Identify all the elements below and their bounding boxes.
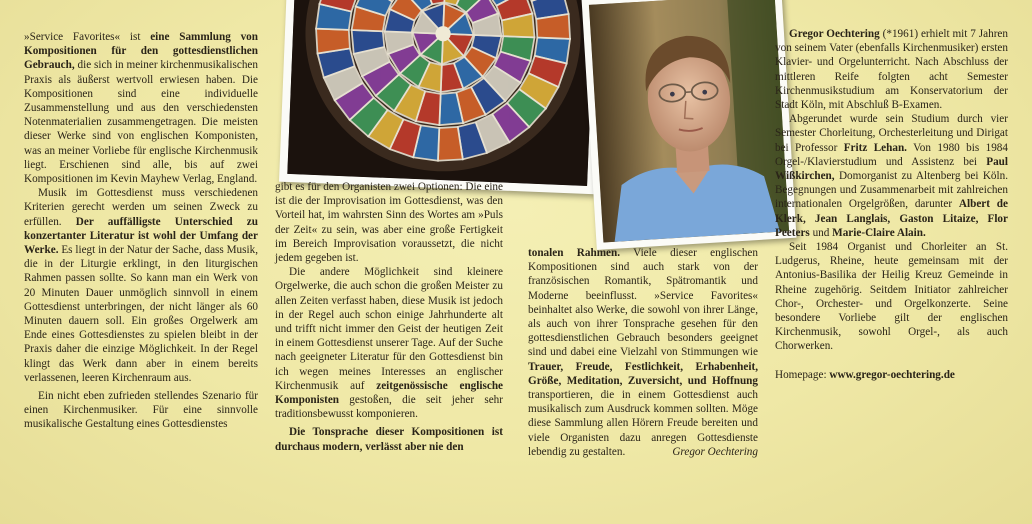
text: gestoßen, die seit jeher sehr traditionsbewusst komponieren. — [275, 394, 503, 421]
portrait-image — [589, 0, 789, 242]
text: die sich in meiner kirchenmusikalischen Praxis als äußerst wertvoll erwiesen haben. Die Kompositionen sind eine individuelle Zusammenstellung und aus den verschiedensten Notenmaterialien zusammengetragen. Die meisten dieser Werke sind von englischen Komponisten, was an meiner Vorliebe für englische Kirchenmusik liegt. Erschienen sind alle, bis auf zwei Kompositionen im Kevin Mayhew Verlag, England. — [24, 59, 258, 186]
text: Abgerundet wurde sein Studium durch vier Semester Chorleitung, Orchesterleitung und Dirigat bei Professor — [775, 113, 1008, 154]
col1-paragraph-3: Ein nicht eben zufrieden stellendes Szenario für einen Kirchenmusiker. Für eine sinnvolle musikalische Gestaltung eines Gottesdienstes — [24, 390, 258, 431]
text: »Service Favorites« ist — [24, 31, 151, 43]
rose-window-photo — [279, 0, 603, 194]
column-1 — [24, 30, 258, 432]
bold-text: Paul Wißkirchen, — [775, 155, 1008, 183]
col4-paragraph-2 — [775, 112, 1008, 240]
homepage-line — [775, 368, 1008, 382]
homepage-link[interactable]: www.gregor-oechtering.de — [829, 368, 955, 381]
bold-text: Marie-Claire Alain. — [832, 226, 926, 239]
column-4 — [775, 27, 1008, 382]
col1-paragraph-2 — [24, 186, 258, 385]
column-3 — [528, 246, 758, 459]
portrait-photo — [581, 0, 796, 250]
col4-paragraph-3: Seit 1984 Organist und Chorleiter an St. Ludgerus, Rheine, heute gemeinsam mit der Antonius-Basilika der Heilig Kreuz Gemeinde in Rheine zugehörig. Seitdem Initiator zahlreicher Chor-, Orchester- und Orgelkonzerte. Seine besondere Vorliebe gilt der englischen Kirchenmusik, sowohl Orgel-, als auch Chorwerken. — [775, 241, 1008, 353]
bold-text: zeitgenössische englische Komponisten — [275, 379, 504, 407]
bold-text: Fritz Lehan. — [843, 141, 907, 154]
homepage-label: Homepage: — [775, 368, 830, 381]
bold-text: Der auffälligste Unterschied zu konzertanter Literatur ist wohl der Umfang der Werke. — [24, 215, 258, 257]
author-name: Gregor Oechtering — [789, 28, 880, 40]
text: Viele dieser englischen Kompositionen sind auch stark von der französischen Romantik, Spätromantik und Moderne beeinflusst. »Service Favorites« beinhaltet also Werke, die sowohl von ihrer Länge, als auch von ihrer Tonsprache gesehen für den gottesdienstlichen Gebrauch besonders geeignet sind und dabei eine Vielzahl von Stimmungen wie — [528, 247, 758, 359]
author-signature: Gregor Oechtering — [672, 445, 758, 458]
col3-paragraph-1 — [528, 246, 758, 459]
col1-paragraph-1 — [24, 30, 258, 186]
text: Von 1980 bis 1984 Orgel-/Klavierstudium und Assistenz bei — [775, 141, 1008, 168]
text: Die andere Möglichkeit sind kleinere Orgelwerke, die auch schon die großen Meister zu allen Zeiten verfasst haben, diese Musik ist jedoch in der Regel auch schon einige Jahrhunderte alt und trifft nicht immer den Geist der heutigen Zeit in einem Gottesdienst unserer Tage. Auf der Suche nach geeigneter Literatur für den Gottesdienst bin ich wegen meines Interesses an englischer Kirchenmusik auf — [275, 266, 503, 392]
col2-paragraph-3 — [275, 425, 503, 453]
text: Musik im Gottesdienst muss verschiedenen Kriterien gerecht werden um seinen Zweck zu erfüllen. — [24, 187, 258, 228]
text: Domorganist zu Altenberg bei Köln. Begegnungen und Zusammenarbeit mit zahlreichen internationalen Orgelgrößen, darunter — [775, 170, 1008, 211]
column-2 — [275, 180, 503, 454]
text: und — [809, 226, 833, 239]
text: (*1961) erhielt mit 7 Jahren von seinem Vater (ebenfalls Kirchenmusiker) ersten Klavier- und Orgelunterricht. Nach Abschluss der mittleren Reife folgten acht Semester Kirchenmusikstudium am Konservatorium der Stadt Köln, mit Abschluß B-Examen. — [775, 28, 1008, 112]
col2-paragraph-1: gibt es für den Organisten zwei Optionen: Die eine ist die der Improvisation im Gottesdienst, was den Vorteil hat, im wahrsten Sinn des Wortes am »Puls der Zeit« zu sein, was aber eine große Fertigkeit im Bereich Improvisation voraussetzt, die nicht jedem gegeben ist. — [275, 181, 503, 265]
text: Es liegt in der Natur der Sache, dass Musik, die in der Liturgie erklingt, in den liturgischen Rahmen passen sollte. So kann man ein Werk von 20 Minuten Dauer unmöglich sinnvoll in einem Gottesdienst unterbringen, der nicht länger als 60 Minuten dauern soll. Ein großes Orgelwerk am Ende eines Gottesdienstes zu spielen bleibt in der Praxis daher die einzige Möglichkeit. In der Regel klingt das Werk dann aber in einem bereits verlassenen, leeren Kirchenraum aus. — [24, 244, 258, 384]
text: transportieren, die in einem Gottesdienst auch musikalisch zum Ausdruck kommen sollten. Möge diese Sammlung allen Hörern Freude bereiten und viele Organisten dazu anregen Gottesdienste lebendig zu gestalten. — [528, 389, 758, 458]
col4-paragraph-1 — [775, 27, 1008, 112]
rose-window-image — [287, 0, 594, 186]
bold-text: tonalen Rahmen. — [528, 247, 620, 259]
bold-text: eine Sammlung von Kompositionen für den gottesdienstlichen Gebrauch, — [24, 31, 258, 72]
bold-text: Albert de Klerk, Jean Langlais, Gaston Litaize, Flor Peeters — [775, 198, 1008, 239]
bold-text: Trauer, Freude, Festlichkeit, Erhabenheit, Größe, Meditation, Zuversicht, und Hoffnung — [528, 360, 758, 387]
bold-text: Die Tonsprache dieser Kompositionen ist durchaus modern, verlässt aber nie den — [275, 426, 503, 453]
col2-paragraph-2 — [275, 265, 503, 421]
